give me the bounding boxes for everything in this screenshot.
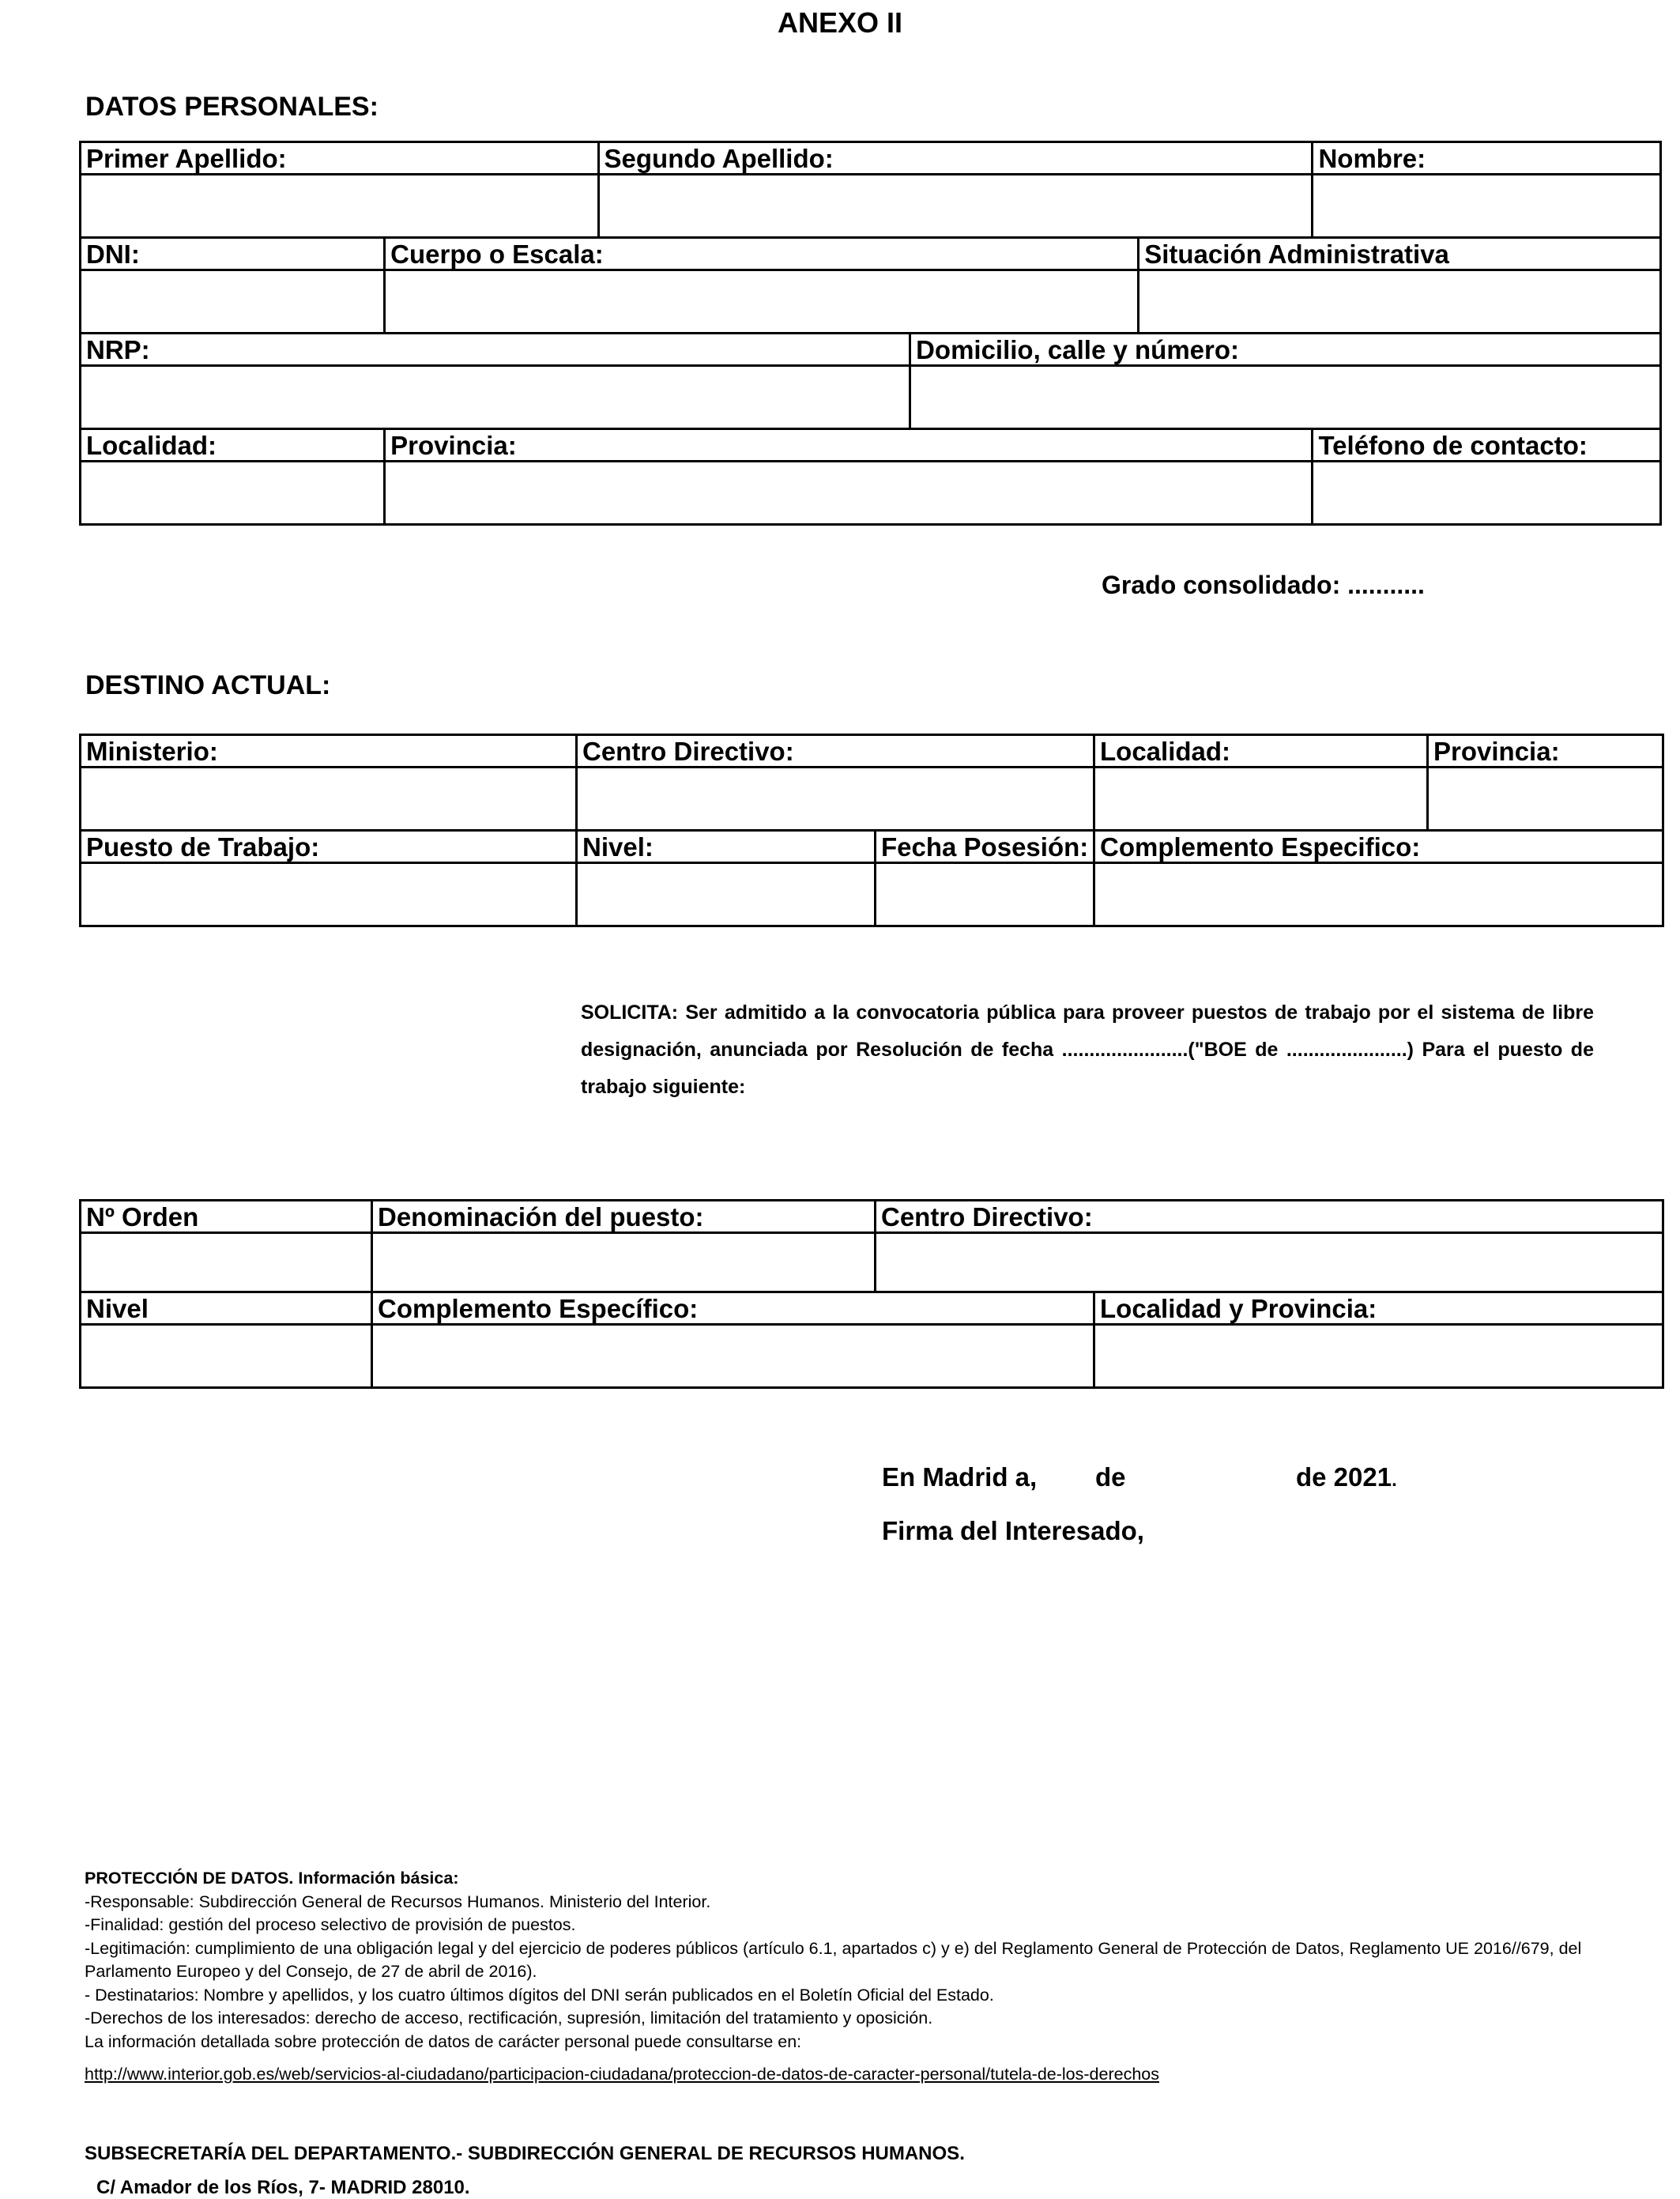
label-localidad: Localidad: — [81, 429, 385, 462]
datos-personales-table — [79, 141, 1662, 526]
label-n-orden: Nº Orden — [81, 1201, 372, 1233]
label-nrp: NRP: — [81, 334, 910, 366]
field-domicilio[interactable] — [910, 366, 1661, 429]
label-nombre: Nombre: — [1313, 142, 1661, 175]
label-puesto-trabajo: Puesto de Trabajo: — [81, 831, 577, 863]
proteccion-line: -Derechos de los interesados: derecho de acceso, rectificación, supresión, limitación del tratamiento y oposición. — [85, 2009, 933, 2027]
field-cuerpo-escala[interactable] — [385, 270, 1139, 334]
label-primer-apellido: Primer Apellido: — [81, 142, 599, 175]
field-complemento-solicitado[interactable] — [372, 1325, 1094, 1388]
label-ministerio: Ministerio: — [81, 735, 577, 768]
label-segundo-apellido: Segundo Apellido: — [598, 142, 1313, 175]
field-situacion-administrativa[interactable] — [1139, 270, 1661, 334]
proteccion-line: -Finalidad: gestión del proceso selectivo de provisión de puestos. — [85, 1915, 576, 1934]
proteccion-line: La información detallada sobre protección de datos de carácter personal puede consultarse en: — [85, 2031, 802, 2051]
label-domicilio: Domicilio, calle y número: — [910, 334, 1661, 366]
puesto-solicitado-table — [79, 1199, 1664, 1389]
field-nombre[interactable] — [1313, 175, 1661, 238]
label-denominacion-puesto: Denominación del puesto: — [372, 1201, 876, 1233]
firma-interesado-label: Firma del Interesado, — [882, 1516, 1144, 1545]
label-centro-directivo-solicitado: Centro Directivo: — [876, 1201, 1663, 1233]
field-segundo-apellido[interactable] — [598, 175, 1313, 238]
field-centro-directivo[interactable] — [577, 768, 1094, 831]
field-ministerio[interactable] — [81, 768, 577, 831]
proteccion-line: - Destinatarios: Nombre y apellidos, y los cuatro últimos dígitos del DNI serán publicados en el Boletín Oficial del Estado. — [85, 1985, 994, 2005]
section-heading-datos-personales: DATOS PERSONALES: — [85, 92, 379, 122]
label-fecha-posesion: Fecha Posesión: — [876, 831, 1094, 863]
proteccion-line: -Legitimación: cumplimiento de una obligación legal y del ejercicio de poderes públicos (artículo 6.1, apartados c) y e) del Reglamento General de Protección de Datos, Reglamento UE 2016//679, del Parlamento Europeo y del Consejo, de 27 de abril de 2016). — [85, 1938, 1582, 1981]
label-complemento-especifico: Complemento Especifico: — [1094, 831, 1663, 863]
solicita-paragraph: SOLICITA: Ser admitido a la convocatoria pública para proveer puestos de trabajo por el sistema de libre designación, anunciada por Resolución de fecha .......................("BOE de ......................) Para el puesto de trabajo siguiente: — [581, 1001, 1594, 1098]
en-madrid-label: En Madrid a, — [882, 1462, 1038, 1492]
field-dni[interactable] — [81, 270, 385, 334]
proteccion-datos-block — [85, 1867, 1602, 2087]
label-nivel-solicitado: Nivel — [81, 1292, 372, 1325]
label-provincia: Provincia: — [385, 429, 1313, 462]
field-localidad-destino[interactable] — [1094, 768, 1428, 831]
label-localidad-destino: Localidad: — [1094, 735, 1428, 768]
proteccion-heading: PROTECCIÓN DE DATOS. Información básica: — [85, 1869, 459, 1888]
field-nivel-solicitado[interactable] — [81, 1325, 372, 1388]
field-localidad-provincia[interactable] — [1094, 1325, 1663, 1388]
field-denominacion-puesto[interactable] — [372, 1233, 876, 1292]
proteccion-line: -Responsable: Subdirección General de Recursos Humanos. Ministerio del Interior. — [85, 1892, 711, 1911]
field-nrp[interactable] — [81, 366, 910, 429]
proteccion-url-link[interactable]: http://www.interior.gob.es/web/servicios-al-ciudadano/participacion-ciudadana/proteccion-de-datos-de-caracter-personal/tutela-de-los-derechos — [85, 2065, 1159, 2084]
label-complemento-solicitado: Complemento Específico: — [372, 1292, 1094, 1325]
label-localidad-provincia: Localidad y Provincia: — [1094, 1292, 1663, 1325]
label-dni: DNI: — [81, 238, 385, 270]
label-nivel: Nivel: — [577, 831, 876, 863]
label-cuerpo-escala: Cuerpo o Escala: — [385, 238, 1139, 270]
field-complemento-especifico[interactable] — [1094, 863, 1663, 926]
field-localidad[interactable] — [81, 462, 385, 525]
page-title: ANEXO II — [777, 6, 903, 39]
label-centro-directivo: Centro Directivo: — [577, 735, 1094, 768]
de-2021-label: de 2021. — [1296, 1462, 1397, 1492]
label-telefono: Teléfono de contacto: — [1313, 429, 1661, 462]
section-heading-destino-actual: DESTINO ACTUAL: — [85, 670, 331, 700]
destino-actual-table — [79, 734, 1664, 927]
label-provincia-destino: Provincia: — [1428, 735, 1663, 768]
field-provincia-destino[interactable] — [1428, 768, 1663, 831]
field-primer-apellido[interactable] — [81, 175, 599, 238]
field-nivel[interactable] — [577, 863, 876, 926]
grado-consolidado: Grado consolidado: ........... — [1102, 571, 1425, 599]
de-label-1: de — [1095, 1462, 1126, 1492]
footer-subsecretaria: SUBSECRETARÍA DEL DEPARTAMENTO.- SUBDIRECCIÓN GENERAL DE RECURSOS HUMANOS. — [85, 2143, 965, 2164]
field-n-orden[interactable] — [81, 1233, 372, 1292]
field-telefono[interactable] — [1313, 462, 1661, 525]
field-centro-directivo-solicitado[interactable] — [876, 1233, 1663, 1292]
field-puesto-trabajo[interactable] — [81, 863, 577, 926]
label-situacion-administrativa: Situación Administrativa — [1139, 238, 1661, 270]
footer-address: C/ Amador de los Ríos, 7- MADRID 28010. — [96, 2177, 470, 2198]
field-fecha-posesion[interactable] — [876, 863, 1094, 926]
field-provincia[interactable] — [385, 462, 1313, 525]
